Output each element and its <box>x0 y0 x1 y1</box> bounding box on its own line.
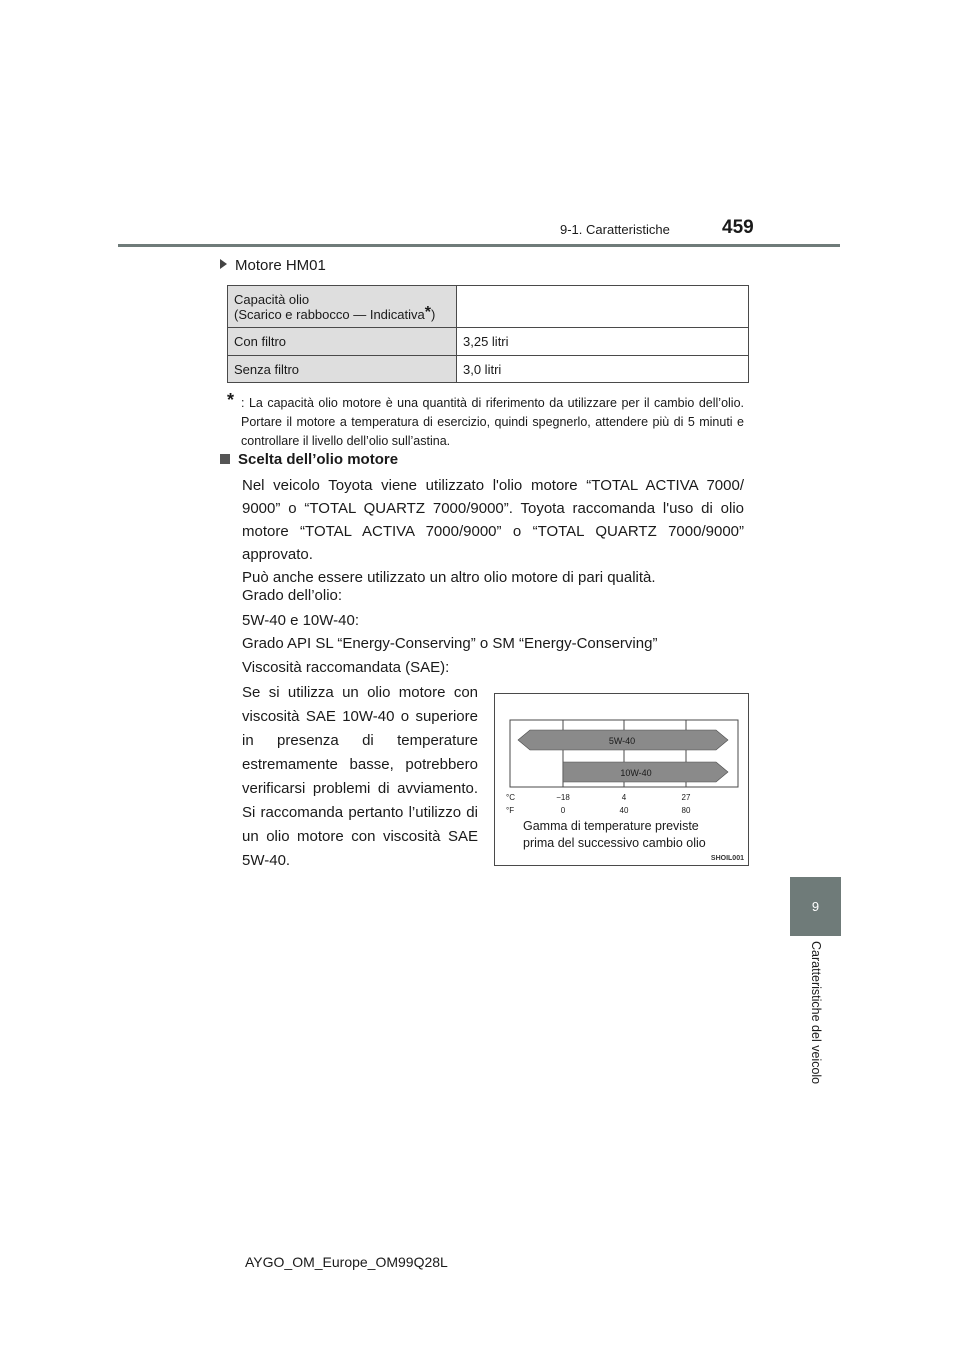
figure-caption-line: prima del successivo cambio olio <box>523 836 706 850</box>
paragraph-line: 9000” o “TOTAL QUARTZ 7000/9000”. Toyota raccomanda l'uso di olio <box>242 500 744 517</box>
figure-code: SHOIL001 <box>710 855 744 862</box>
asterisk-marker: * <box>424 303 431 321</box>
page-number: 459 <box>722 217 754 238</box>
tick-label-f: 0 <box>560 806 566 815</box>
paragraph-line: Si raccomanda pertanto l’utilizzo di <box>242 804 478 821</box>
paragraph-line: estremamente basse, potrebbero <box>242 756 478 773</box>
row-label: Senza filtro <box>228 356 457 383</box>
figure-caption <box>523 818 706 852</box>
tick-label-c: 4 <box>621 793 627 802</box>
table-row <box>228 356 749 383</box>
series-label-5w40: 5W-40 <box>608 736 636 746</box>
oil-selection-heading-text: Scelta dell’olio motore <box>238 451 399 468</box>
paragraph-line: approvato. <box>242 546 313 563</box>
paragraph-line: 5W-40. <box>242 852 291 869</box>
footnote <box>227 390 744 451</box>
header-rule <box>118 244 840 247</box>
table-header-line1: Capacità olio <box>234 291 310 307</box>
oil-grade-value: 5W-40 e 10W-40: <box>242 612 360 629</box>
paragraph-line: un olio motore con viscosità SAE <box>242 828 478 845</box>
viscosity-temperature-figure <box>494 693 749 866</box>
oil-grade-label: Grado dell’olio: <box>242 587 343 604</box>
paragraph-line: motore “TOTAL ACTIVA 7000/9000” o “TOTAL QUARTZ 7000/9000” <box>242 523 744 540</box>
paragraph-line: Nel veicolo Toyota viene utilizzato l'olio motore “TOTAL ACTIVA 7000/ <box>242 477 744 494</box>
paragraph-line: verificarsi problemi di avviamento. <box>242 780 478 797</box>
table-header-row <box>228 286 749 328</box>
paragraph-line: Può anche essere utilizzato un altro olio motore di pari qualità. <box>242 569 656 586</box>
paragraph-line: Se si utilizza un olio motore con <box>242 684 478 701</box>
row-value: 3,25 litri <box>457 328 749 356</box>
viscosity-label: Viscosità raccomandata (SAE): <box>242 659 450 676</box>
footnote-marker: * <box>227 390 235 410</box>
engine-label-text: Motore HM01 <box>235 257 326 274</box>
chapter-title: Caratteristiche del veicolo <box>809 941 823 1085</box>
oil-selection-heading <box>220 451 398 468</box>
paragraph-line: viscosità SAE 10W-40 o superiore <box>242 708 478 725</box>
tick-label-f: 80 <box>681 806 691 815</box>
square-bullet-icon <box>220 454 230 464</box>
table-header-cell <box>228 286 457 328</box>
oil-recommendation-paragraph <box>242 474 744 589</box>
tick-label-f: 40 <box>619 806 629 815</box>
chapter-tab: 9 <box>790 877 841 936</box>
unit-celsius: °C <box>506 793 515 802</box>
paragraph-line: in presenza di temperature <box>242 732 478 749</box>
table-header-empty <box>457 286 749 328</box>
footnote-text: : La capacità olio motore è una quantità di riferimento da utilizzare per il cambio dell’olio. Portare il motore a temperatura di esercizio, quindi spegnerlo, attendere più di 5 minuti e controllare il livello dell’olio sull’astina. <box>241 396 744 448</box>
section-title: 9-1. Caratteristiche <box>560 222 670 237</box>
series-label-10w40: 10W-40 <box>620 768 652 778</box>
chapter-title-vertical <box>790 941 841 1101</box>
triangle-bullet-icon <box>220 259 227 269</box>
row-value: 3,0 litri <box>457 356 749 383</box>
viscosity-paragraph <box>242 681 478 873</box>
figure-caption-line: Gamma di temperature previste <box>523 819 699 833</box>
row-label: Con filtro <box>228 328 457 356</box>
api-grade: Grado API SL “Energy-Conserving” o SM “Energy-Conserving” <box>242 635 658 652</box>
tick-label-c: 27 <box>681 793 691 802</box>
table-row <box>228 328 749 356</box>
document-id: AYGO_OM_Europe_OM99Q28L <box>245 1254 448 1270</box>
oil-capacity-table <box>227 285 749 383</box>
unit-fahrenheit: °F <box>506 806 515 815</box>
table-header-line2: (Scarico e rabbocco — Indicativa*) <box>234 303 436 322</box>
tick-label-c: −18 <box>556 793 570 802</box>
engine-label <box>220 257 326 274</box>
